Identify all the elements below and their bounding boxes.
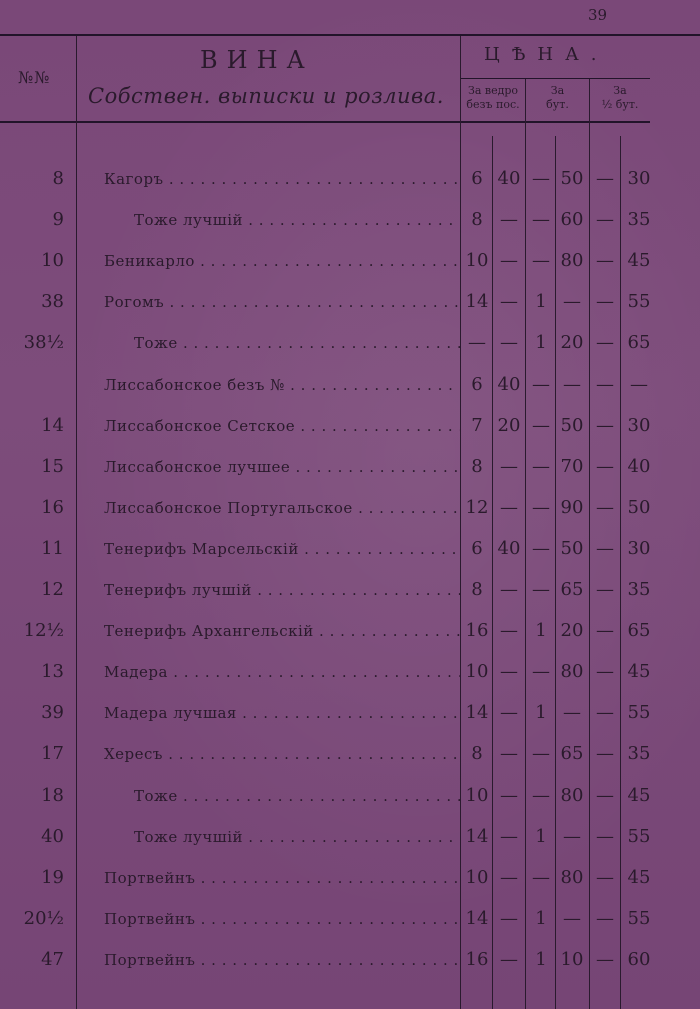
wine-name: Хересъ . . .	[104, 745, 460, 763]
price-bottle-kopeks: —	[563, 291, 581, 313]
wine-name: Портвейнъ . . .	[104, 869, 460, 887]
price-bottle-rubles: 1	[535, 291, 547, 313]
price-half-bottle-rubles: —	[596, 866, 614, 888]
top-rule	[0, 34, 700, 36]
wine-row	[0, 324, 700, 364]
price-bucket-rubles: 7	[471, 414, 483, 436]
price-half-bottle-kopeks: —	[630, 373, 648, 395]
price-half-bottle-rubles: —	[596, 825, 614, 847]
price-bottle-rubles: —	[532, 373, 550, 395]
price-bucket-kopeks: —	[500, 866, 518, 888]
price-bucket-rubles: 10	[465, 250, 489, 272]
wine-number: 40	[41, 825, 64, 847]
price-half-bottle-kopeks: 45	[627, 784, 651, 806]
price-bucket-rubles: 10	[465, 661, 489, 683]
price-half-bottle-kopeks: 60	[627, 948, 651, 970]
price-bucket-rubles: 14	[465, 825, 489, 847]
wine-name: Мадера . . .	[104, 663, 460, 681]
price-half-bottle-rubles: —	[596, 168, 614, 189]
wine-row	[0, 407, 700, 447]
wine-row	[0, 653, 700, 693]
price-bucket-rubles: 6	[471, 168, 483, 189]
price-bottle-rubles: —	[532, 455, 550, 477]
bottle-column-header: За бут.	[546, 84, 569, 111]
price-half-bottle-kopeks: 45	[627, 866, 651, 888]
price-bucket-kopeks: —	[500, 743, 518, 765]
price-half-bottle-rubles: —	[596, 579, 614, 600]
wine-row	[0, 818, 700, 858]
price-bottle-kopeks: 65	[560, 743, 584, 765]
wine-number: 19	[41, 866, 64, 888]
number-column-header: №№	[18, 68, 51, 87]
price-bottle-rubles: —	[532, 537, 550, 559]
price-half-bottle-kopeks: 35	[627, 743, 651, 765]
wine-name: Тоже . . .	[134, 334, 460, 352]
price-half-bottle-kopeks: 40	[627, 455, 651, 477]
wines-subheading: Собствен. выписки и розлива.	[88, 84, 444, 108]
price-bucket-kopeks: —	[500, 948, 518, 970]
price-bottle-rubles: 1	[535, 332, 547, 354]
wine-name: Лиссабонское Португальское . . .	[104, 499, 460, 517]
price-bucket-kopeks: —	[500, 250, 518, 272]
price-half-bottle-kopeks: 45	[627, 250, 651, 272]
price-bottle-rubles: 1	[535, 620, 547, 642]
wine-row	[0, 160, 700, 200]
price-bottle-kopeks: —	[563, 702, 581, 724]
price-half-bottle-rubles: —	[596, 620, 614, 642]
price-bottle-rubles: —	[532, 661, 550, 683]
wines-heading: ВИНА	[200, 46, 314, 74]
wine-row	[0, 530, 700, 570]
wine-number: 38½	[23, 332, 64, 354]
price-bottle-kopeks: 50	[560, 168, 584, 189]
price-bottle-rubles: —	[532, 209, 550, 231]
price-bucket-rubles: 10	[465, 784, 489, 806]
price-half-bottle-kopeks: 55	[627, 702, 651, 724]
price-half-bottle-rubles: —	[596, 702, 614, 724]
wine-number: 13	[41, 661, 64, 683]
wine-row	[0, 201, 700, 241]
wine-number: 38	[41, 291, 64, 313]
wine-name: Тоже . . .	[134, 787, 460, 805]
wine-row	[0, 489, 700, 529]
price-half-bottle-rubles: —	[596, 250, 614, 272]
wine-name: Беникарло . . .	[104, 252, 460, 270]
price-bottle-kopeks: 80	[560, 866, 584, 888]
price-bucket-kopeks: —	[500, 579, 518, 600]
price-bucket-kopeks: —	[500, 332, 518, 354]
price-bottle-kopeks: 50	[560, 414, 584, 436]
price-half-bottle-kopeks: 35	[627, 579, 651, 600]
price-header-rule	[460, 78, 650, 79]
wine-row	[0, 366, 700, 406]
wine-row	[0, 448, 700, 488]
price-bottle-kopeks: 80	[560, 250, 584, 272]
header-bottom-rule	[0, 121, 650, 123]
price-bucket-rubles: 14	[465, 702, 489, 724]
wine-name: Лиссабонское Сетское . . .	[104, 417, 460, 435]
wine-name: Тенерифъ лучшій . . .	[104, 581, 460, 599]
price-bottle-rubles: 1	[535, 907, 547, 929]
wine-number: 11	[41, 537, 64, 559]
price-bucket-kopeks: —	[500, 661, 518, 683]
wine-number: 10	[41, 250, 64, 272]
price-bucket-rubles: 14	[465, 291, 489, 313]
price-half-bottle-rubles: —	[596, 332, 614, 354]
price-half-bottle-rubles: —	[596, 784, 614, 806]
wine-number: 47	[41, 948, 64, 970]
wine-name: Рогомъ . . .	[104, 293, 460, 311]
price-half-bottle-rubles: —	[596, 948, 614, 970]
price-bucket-rubles: 16	[465, 948, 489, 970]
price-bottle-kopeks: 65	[560, 579, 584, 600]
wine-number: 20½	[23, 907, 64, 929]
wine-name: Лиссабонское лучшее . . .	[104, 458, 460, 476]
price-bucket-rubles: 16	[465, 620, 489, 642]
wine-name: Тенерифъ Архангельскій . . .	[104, 622, 460, 640]
price-bucket-kopeks: —	[500, 496, 518, 518]
price-bucket-rubles: 10	[465, 866, 489, 888]
price-bucket-kopeks: —	[500, 455, 518, 477]
price-bottle-rubles: —	[532, 866, 550, 888]
price-bucket-kopeks: —	[500, 702, 518, 724]
wine-row	[0, 242, 700, 282]
price-bucket-rubles: 6	[471, 537, 483, 559]
wine-row	[0, 612, 700, 652]
price-bucket-rubles: —	[468, 332, 486, 354]
wine-row	[0, 571, 700, 611]
price-half-bottle-rubles: —	[596, 414, 614, 436]
price-half-bottle-kopeks: 30	[627, 537, 651, 559]
wine-row	[0, 777, 700, 817]
price-bottle-rubles: —	[532, 414, 550, 436]
price-bottle-kopeks: 60	[560, 209, 584, 231]
price-bottle-kopeks: 80	[560, 661, 584, 683]
price-bucket-kopeks: 40	[497, 373, 521, 395]
wine-row	[0, 735, 700, 775]
price-bucket-rubles: 8	[471, 579, 483, 600]
price-half-bottle-kopeks: 30	[627, 168, 651, 189]
price-bottle-kopeks: 20	[560, 332, 584, 354]
price-bucket-kopeks: —	[500, 620, 518, 642]
wine-name: Портвейнъ . . .	[104, 951, 460, 969]
price-half-bottle-kopeks: 45	[627, 661, 651, 683]
price-bucket-kopeks: 40	[497, 168, 521, 189]
wine-row	[0, 283, 700, 323]
price-bottle-rubles: —	[532, 168, 550, 189]
price-bottle-rubles: —	[532, 784, 550, 806]
price-bucket-rubles: 8	[471, 455, 483, 477]
wine-number: 8	[52, 168, 64, 189]
price-half-bottle-rubles: —	[596, 291, 614, 313]
price-bottle-rubles: —	[532, 250, 550, 272]
price-bucket-kopeks: —	[500, 825, 518, 847]
price-bucket-kopeks: 20	[497, 414, 521, 436]
half-bottle-column-header: За ½ бут.	[601, 84, 639, 111]
wine-number: 16	[41, 496, 64, 518]
price-half-bottle-kopeks: 50	[627, 496, 651, 518]
price-bucket-kopeks: —	[500, 907, 518, 929]
wine-row	[0, 900, 700, 940]
price-half-bottle-rubles: —	[596, 373, 614, 395]
wine-name: Тенерифъ Марсельскій . . .	[104, 540, 460, 558]
wine-name: Тоже лучшій . . .	[134, 211, 460, 229]
price-half-bottle-rubles: —	[596, 907, 614, 929]
price-bucket-rubles: 12	[465, 496, 489, 518]
wine-row	[0, 694, 700, 734]
wine-number: 9	[52, 209, 64, 231]
wine-number: 17	[41, 743, 64, 765]
price-half-bottle-rubles: —	[596, 496, 614, 518]
price-bucket-kopeks: —	[500, 784, 518, 806]
price-bottle-rubles: 1	[535, 825, 547, 847]
price-bottle-kopeks: 10	[560, 948, 584, 970]
price-bottle-kopeks: 90	[560, 496, 584, 518]
price-half-bottle-rubles: —	[596, 455, 614, 477]
price-half-bottle-rubles: —	[596, 209, 614, 231]
price-bucket-kopeks: —	[500, 291, 518, 313]
price-half-bottle-rubles: —	[596, 743, 614, 765]
wine-name: Мадера лучшая . . .	[104, 704, 460, 722]
price-half-bottle-kopeks: 35	[627, 209, 651, 231]
page-number: 39	[588, 6, 608, 24]
price-heading: ЦѢНА.	[484, 44, 609, 65]
wine-row	[0, 859, 700, 899]
wine-name: Кагоръ . . .	[104, 170, 460, 188]
price-half-bottle-kopeks: 55	[627, 825, 651, 847]
price-half-bottle-rubles: —	[596, 537, 614, 559]
wine-number: 39	[41, 702, 64, 724]
wine-number: 18	[41, 784, 64, 806]
wine-number: 15	[41, 455, 64, 477]
price-bottle-rubles: 1	[535, 948, 547, 970]
price-bottle-kopeks: 80	[560, 784, 584, 806]
price-bucket-rubles: 14	[465, 907, 489, 929]
price-half-bottle-kopeks: 65	[627, 332, 651, 354]
price-half-bottle-kopeks: 65	[627, 620, 651, 642]
price-bottle-kopeks: 50	[560, 537, 584, 559]
price-bottle-rubles: —	[532, 496, 550, 518]
price-bucket-rubles: 8	[471, 209, 483, 231]
wine-row	[0, 941, 700, 981]
wine-number: 12½	[23, 620, 64, 642]
price-bottle-kopeks: —	[563, 907, 581, 929]
price-half-bottle-rubles: —	[596, 661, 614, 683]
price-bottle-rubles: 1	[535, 702, 547, 724]
price-bottle-rubles: —	[532, 743, 550, 765]
wine-name: Портвейнъ . . .	[104, 910, 460, 928]
price-bucket-rubles: 8	[471, 743, 483, 765]
price-bottle-kopeks: —	[563, 825, 581, 847]
wine-number: 12	[41, 579, 64, 600]
price-half-bottle-kopeks: 55	[627, 907, 651, 929]
wine-name: Лиссабонское безъ № . . .	[104, 376, 460, 394]
wine-name: Тоже лучшій . . .	[134, 828, 460, 846]
price-bottle-kopeks: 70	[560, 455, 584, 477]
bucket-column-header: За ведро безъ пос.	[466, 84, 520, 111]
wine-number: 14	[41, 414, 64, 436]
price-bottle-kopeks: 20	[560, 620, 584, 642]
price-bucket-kopeks: 40	[497, 537, 521, 559]
price-bottle-rubles: —	[532, 579, 550, 600]
price-half-bottle-kopeks: 30	[627, 414, 651, 436]
price-half-bottle-kopeks: 55	[627, 291, 651, 313]
price-bucket-kopeks: —	[500, 209, 518, 231]
price-bucket-rubles: 6	[471, 373, 483, 395]
price-bottle-kopeks: —	[563, 373, 581, 395]
